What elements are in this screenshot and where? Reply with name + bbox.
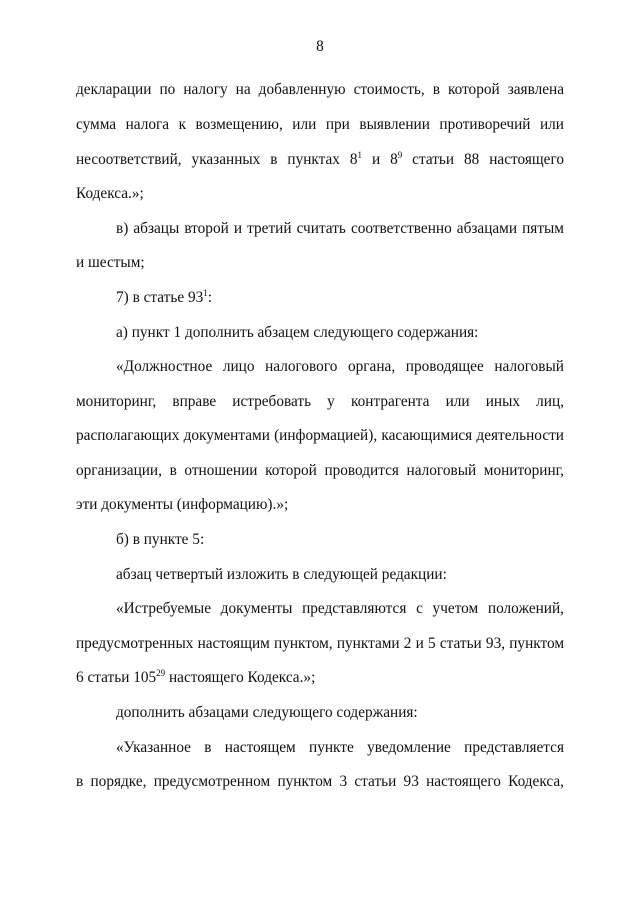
text-line: «Должностное лицо налогового органа, проводящее налоговый	[116, 358, 564, 375]
text-line: «Указанное в настоящем пункте уведомление представляется	[116, 739, 564, 756]
text-line: дополнить абзацами следующего содержания:	[116, 704, 418, 721]
superscript: 1	[357, 150, 363, 160]
superscript: 1	[203, 288, 208, 298]
text-line: Кодекса.»;	[76, 185, 144, 202]
text-line: абзац четвертый изложить в следующей редакции:	[116, 566, 447, 583]
text-line: организации, в отношении которой проводится налоговый мониторинг,	[76, 462, 564, 479]
text-line: в порядке, предусмотренном пунктом 3 статьи 93 настоящего Кодекса,	[76, 773, 564, 790]
text-fragment: статьи 88 настоящего	[402, 151, 564, 168]
text-fragment: 6 статьи 105	[76, 669, 157, 686]
text-line: декларации по налогу на добавленную стоимость, в которой заявлена	[76, 81, 564, 98]
text-line: б) в пункте 5:	[116, 531, 205, 548]
text-line: эти документы (информацию).»;	[76, 496, 289, 513]
text-fragment: :	[207, 289, 212, 306]
text-line	[76, 668, 564, 688]
text-fragment: настоящего Кодекса.»;	[165, 669, 316, 686]
text-line: сумма налога к возмещению, или при выявлении противоречий или	[76, 116, 564, 133]
text-line: располагающих документами (информацией), касающимися деятельности	[76, 427, 564, 444]
text-line: предусмотренных настоящим пунктом, пунктами 2 и 5 статьи 93, пунктом	[76, 635, 564, 652]
text-line: и шестым;	[76, 254, 145, 271]
page-number: 8	[316, 38, 324, 55]
text-line: «Истребуемые документы представляются с учетом положений,	[116, 600, 564, 617]
superscript: 9	[397, 150, 403, 160]
text-line: а) пункт 1 дополнить абзацем следующего содержания:	[116, 324, 479, 341]
superscript: 29	[156, 668, 166, 678]
text-fragment: несоответствий, указанных в пунктах 8	[76, 151, 358, 168]
text-fragment: 7) в статье 93	[116, 289, 204, 306]
text-line: в) абзацы второй и третий считать соответственно абзацами пятым	[116, 220, 564, 237]
text-line: мониторинг, вправе истребовать у контрагента или иных лиц,	[76, 393, 564, 410]
text-line	[116, 288, 564, 308]
text-fragment: и 8	[362, 151, 398, 168]
text-line	[76, 150, 564, 170]
